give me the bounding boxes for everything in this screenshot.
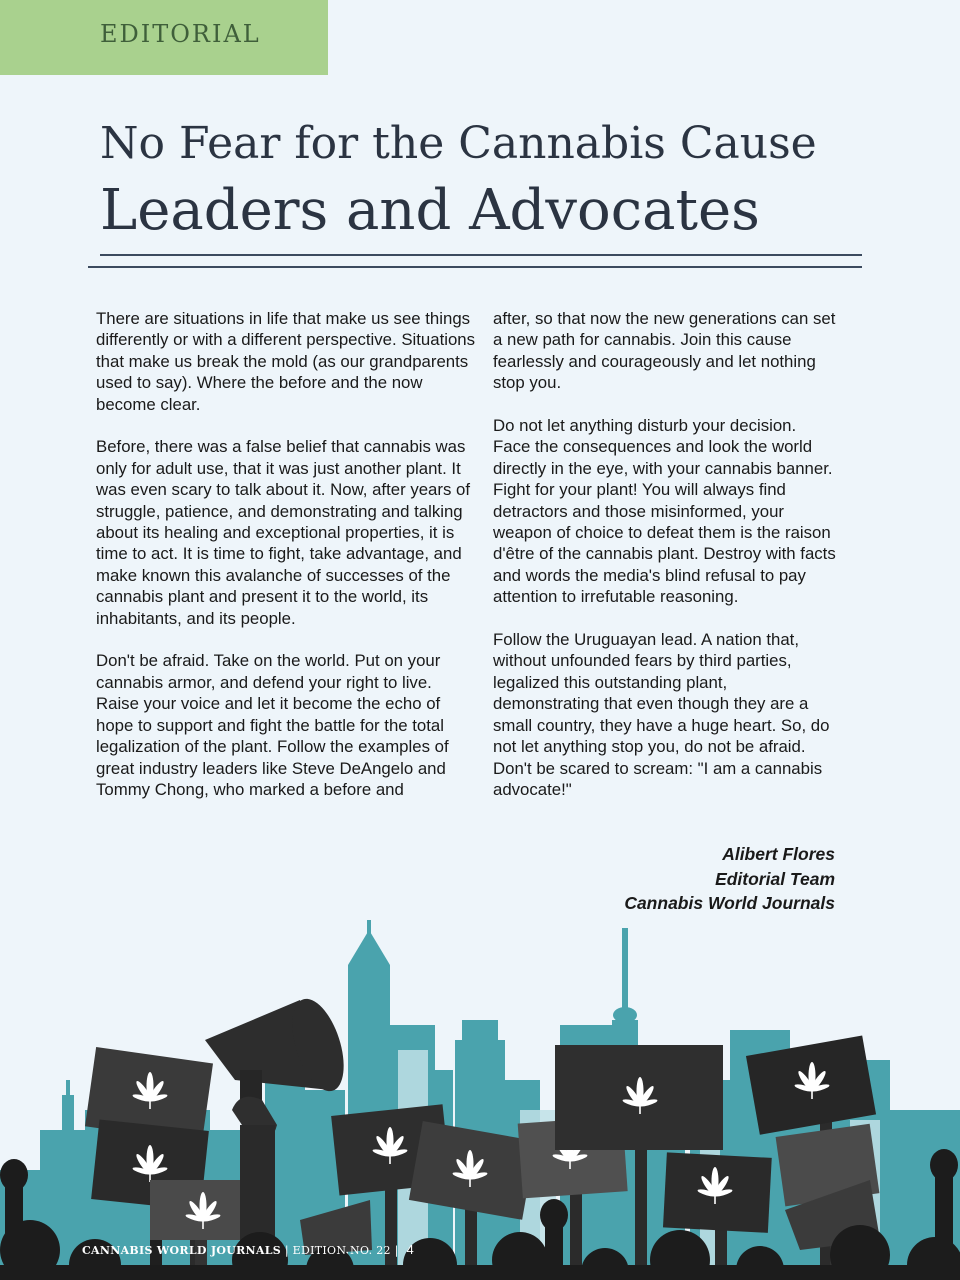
page-number: 4 <box>406 1242 414 1257</box>
paragraph: Follow the Uruguayan lead. A nation that, without unfounded fears by third parties, legalized this outstanding plant, demonstrating that even though they are a small country, they have a huge heart. So, do not let anything stop you, do not be afraid. Don't be scared to scream: "I am a cannabis advocate!" <box>493 630 830 799</box>
body-column-left <box>96 308 476 822</box>
footer-brand: CANNABIS WORLD JOURNALS <box>82 1244 282 1257</box>
body-column-right <box>493 308 838 822</box>
paragraph: There are situations in life that make us see things differently or with a different perspective. Situations that make us break the mold (as our grandparents used to say). Where the before and the now become clear. <box>96 309 476 414</box>
paragraph: after, so that now the new generations can set a new path for cannabis. Join this cause fearlessly and courageously and let nothing stop you. <box>493 309 836 393</box>
page-footer <box>82 1242 414 1257</box>
paragraph: Before, there was a false belief that cannabis was only for adult use, that it was just another plant. It was even scary to talk about it. Now, after years of struggle, patience, and demonstrating and talking about its healing and exceptional properties, it is time to act. It is time to fight, take advantage, and make known this avalanche of successes of the cannabis plant and present it to the world, its inhabitants, and its people. <box>96 437 471 628</box>
headline-line-2: Leaders and Advocates <box>100 178 760 243</box>
footer-edition: EDITION NO. 22 <box>292 1244 391 1257</box>
author-name: Alibert Flores <box>722 844 835 864</box>
paragraph: Do not let anything disturb your decision. Face the consequences and look the world directly in the eye, with your cannabis banner. Fight for your plant! You will always find detractors and those misinformed, your weapon of choice to defeat them is the raison d'être of the cannabis plant. Destroy with facts and words the media's blind refusal to pay attention to irrefutable reasoning. <box>493 416 836 607</box>
signature-block <box>624 842 835 916</box>
paragraph: Don't be afraid. Take on the world. Put on your cannabis armor, and defend your right to live. Raise your voice and let it become the echo of hope to support and fight the battle for the total legalization of the plant. Follow the examples of great industry leaders like Steve DeAngelo and Tommy Chong, who marked a before and <box>96 651 449 799</box>
author-team: Editorial Team <box>715 868 835 889</box>
footer-separator: | <box>284 1244 289 1257</box>
title-divider-top <box>100 254 862 256</box>
author-org: Cannabis World Journals <box>624 893 835 913</box>
section-tag-label: EDITORIAL <box>100 20 261 48</box>
footer-separator: | <box>394 1244 399 1257</box>
protest-illustration <box>0 920 960 1280</box>
title-divider-bottom <box>88 266 862 268</box>
section-tag <box>0 0 328 75</box>
headline-line-1: No Fear for the Cannabis Cause <box>100 118 817 169</box>
